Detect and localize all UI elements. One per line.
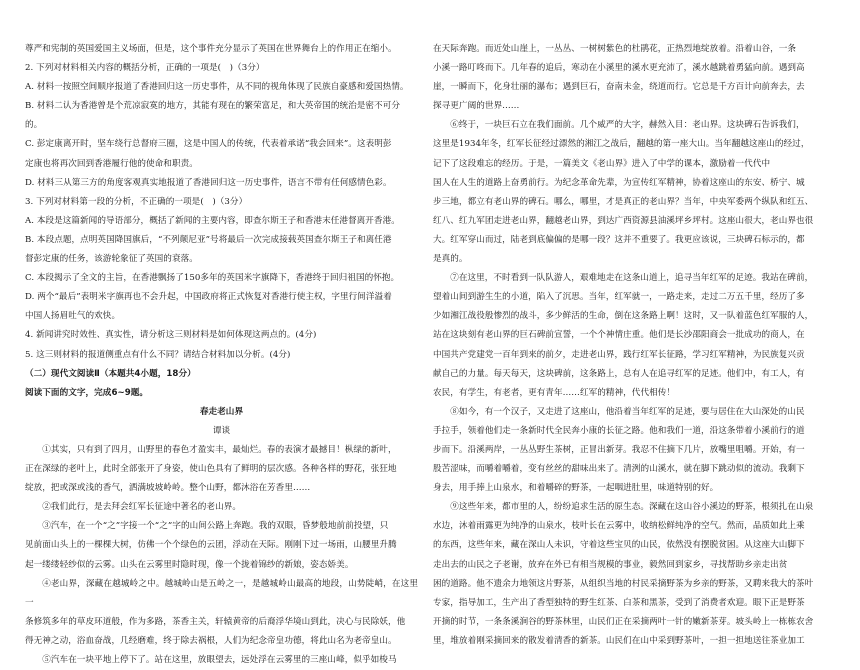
essay-line: 水边，沐着雨露更为纯净的山泉水，枝叶长在云雾中，收纳松鲜纯净的空气。然而，品质如此上乘 bbox=[433, 521, 805, 532]
essay-line: 农民，有学生，有老者，更有青年……红军的精神，代代相传！ bbox=[433, 387, 676, 398]
section-header: （二）现代文阅读Ⅱ（本题共4小题，18分） bbox=[25, 368, 196, 379]
essay-line: 望着山间到游生生的小道，陷入了沉思。当年，红军就一，一路走来，走过二万五千里，经历了多 bbox=[433, 292, 805, 303]
section-instruction: 阅读下面的文字，完成6~9题。 bbox=[25, 387, 149, 398]
essay-line: 国人在人生的道路上奋勇前行。为纪念革命先辈，为宣传红军精神，协着这座山的东安、桥宁、城 bbox=[433, 177, 805, 188]
essay-line: 献自己的力量。每天每天，这块碑前，这条路上，总有人在追寻红军的足迹。他们中，有工人，有 bbox=[433, 368, 805, 379]
essay-line: ⑨这些年来，都市里的人，纷纷追求生活的原生态。深藏在这山谷小溪边的野茶，根须扎在山泉 bbox=[450, 502, 814, 513]
essay-line: 中国共产党建党一百年到来的前夕，走进老山界，践行红军长征路，学习红军精神，为民族复兴贡 bbox=[433, 349, 805, 360]
question-2-option-b: B. 材料二认为香港曾是个荒凉寂寞的地方，其能有现在的繁荣富足，和大英帝国的统治是密不可分 bbox=[25, 101, 400, 112]
question-3-stem: 3. 下列对材料第一段的分析，不正确的一项是( )（3分） bbox=[25, 196, 248, 207]
essay-body bbox=[25, 441, 418, 670]
essay-line: ⑦在这里，不时看到一队队游人，艰难地走在这条山道上，追寻当年红军的足迹。我站在碑前， bbox=[450, 273, 814, 284]
question-2-option-a: A. 材料一按照空间顺序报道了香港回归这一历史事件，从不同的视角体现了民族自豪感和爱国热情。 bbox=[25, 82, 409, 93]
essay-line: 这里是1934年冬，红军长征经过漂然的湘江之战后，翻越的第一座大山。当年翻越这座山的经过， bbox=[433, 139, 810, 150]
essay-line: ⑥终于，一块巨石立在我们面前。几个威严的大字，赫然入目：老山界。这块碑石告诉我们， bbox=[450, 120, 805, 131]
question-3-option-d-cont: 中国人扬眉吐气的欢快。 bbox=[25, 311, 121, 322]
essay-line: 小溪一路叮咚而下。几年春的追后，寒动在小溪里的溪水更充沛了，溪水越跳着勇猛向前。遇到高 bbox=[433, 63, 805, 74]
essay-line: 的东西，这些年来，藏在深山人未识，守着这些宝贝的山民，依然没有摆脱贫困。从这座大山脚下 bbox=[433, 540, 805, 551]
essay-line: 专家，指导加工，生产出了香型独特的野生红茶、白茶和黑茶，受到了消费者欢迎。眼下正是野茶 bbox=[433, 597, 805, 608]
essay-line: 绽放，把或深或浅的香气，洒满坡坡岭岭。整个山野，都沐浴在芳香里…… bbox=[25, 483, 311, 494]
question-3-option-b-cont: 督彭定康的任务，该游轮象征了英国的衰落。 bbox=[25, 254, 198, 265]
left-column bbox=[25, 40, 418, 670]
question-2-option-d: D. 材料三从第三方的角度客观真实地报道了香港回归这一历史事件，语言不带有任何感情色彩。 bbox=[25, 177, 392, 188]
question-3-option-a: A. 本段是这篇新闻的导语部分，概括了新闻的主要内容，即查尔斯王子和香港末任港督离开香港。 bbox=[25, 215, 400, 226]
essay-line: ②我们此行，是去拜会红军长征途中著名的老山界。 bbox=[42, 502, 241, 513]
essay-author: 谭谈 bbox=[212, 425, 231, 436]
essay-line: ①其实，只有到了四月，山野里的春色才盈实丰，最灿烂。春的表演才最撼目！枞绿的新叶， bbox=[42, 444, 397, 455]
essay-line: 站在这块刻有老山界的巨石碑前宣誓，一个个神情庄重。他们是长沙邵阳商会一批成功的商人，在 bbox=[433, 330, 805, 341]
essay-line: 步三地，都立有老山界的碑石。哪么，哪里，才是真正的老山界？当年，中央军委两个纵队和红五、 bbox=[433, 196, 814, 207]
essay-line: 红八、红九军团走进老山界，翻越老山界，到达广西资源县油溪坪乡坪村。这座山很大，老山界也很 bbox=[433, 215, 814, 226]
essay-line: 记下了这段难忘的经历。于是，一篇美文《老山界》进入了中学的课本，激励着一代代中 bbox=[433, 158, 771, 169]
essay-line: 开摘的时节，一条条溪涧谷的野茶林里，山民们正在采摘两叶一针的嫩新茶芽。坡头岭上一栋栋农舍 bbox=[433, 616, 814, 627]
essay-line: 少如湘江战役般惨烈的战斗，多少鲜活的生命，倒在这条路上啊！这时，又一队着蓝色红军服的人， bbox=[433, 311, 814, 322]
q-line: 尊严和宪制的英国爱国主义场面，但是，这个事件充分显示了英国在世界舞台上的作用正在缩小。 bbox=[25, 44, 397, 54]
essay-line: 在天际奔跑。而近处山崖上，一丛丛、一树树紫色的杜鹃花，正热烈地绽放着。沿着山谷，一条 bbox=[433, 44, 797, 54]
question-2-stem: 2. 下列对材料相关内容的概括分析，正确的一项是( )（3分） bbox=[25, 63, 265, 74]
essay-line: 崖，一瞬而下，化身壮丽的瀑布；遇到巨石，奋南未金，绕道而行。它总是千方百计向前奔去，去 bbox=[433, 82, 805, 93]
essay-title: 春走老山界 bbox=[199, 406, 244, 417]
question-3-option-d: D. 两个“最后”表明米字旗再也不会升起，中国政府将正式恢复对香港行使主权，字里行间洋溢着 bbox=[25, 292, 392, 303]
essay-line: ⑤汽车在一块平地上停下了。站在这里，放眼望去，远处浮在云雾里的三座山峰，似乎如梭马 bbox=[42, 655, 397, 665]
essay-line: 股苦涩味，而嚼着嚼着，变有丝丝的甜味出来了。清洌的山溪水，就在脚下跳动似的流动。我剩下 bbox=[433, 464, 805, 475]
essay-line: 是真的。 bbox=[433, 254, 468, 265]
question-3-option-c: C. 本段揭示了全文的主旨，在香港飘扬了150多年的英国米字旗降下，香港终于回归祖国的怀抱。 bbox=[25, 273, 400, 284]
question-5: 5. 这三则材料的报道侧重点有什么不同？请结合材料加以分析。(4分) bbox=[25, 349, 291, 360]
essay-line: 里，堆放着刚采摘回来的散发着清香的新茶。山民们在山中采到野茶叶，一担一担地送往茶业加工 bbox=[433, 635, 805, 646]
question-3-option-b: B. 本段点题，点明英国降国旗后，“不列颠尼亚”号将最后一次完成接载英国查尔斯王子和离任港 bbox=[25, 234, 392, 245]
essay-line: 正在深绿的老叶上，此时全部张开了身姿，使山色具有了鲜明的层次感。各种各样的野花，张狂地 bbox=[25, 464, 397, 475]
essay-line: 起一缕缕轻纱似的云雾。山头在云雾里时隐时现，像一个拢着锦纱的新娘，姿态娇美。 bbox=[25, 559, 354, 570]
essay-line: 探寻更广阔的世界…… bbox=[433, 101, 520, 112]
question-2-option-b-cont: 的。 bbox=[25, 120, 43, 131]
essay-line: 大。红军穿山而过，陆老到底偏偏的是哪一段？这并不重要了。我更应该说，三块碑石标示的，都 bbox=[433, 234, 805, 245]
essay-line: 得无神之动，浴血奋战，几经磨难，终于除去祸根，人们为纪念帝皇功德，将此山名为老帝皇山。 bbox=[25, 635, 397, 646]
essay-line: 困的道路。他不遗余力地领这片野茶，从组织当地的村民采摘野茶为乡亲的野茶，又聘来我大的茶叶 bbox=[433, 578, 814, 589]
essay-line: 见前面山头上的一棵棵大树，仿佛一个个绿色的云团，浮动在天际。刚刚下过一场雨，山腰里升腾 bbox=[25, 540, 397, 551]
essay-line: 身去，用手捧上山泉水，和着嚼碎的野茶，一起咽进肚里，味道特别的好。 bbox=[433, 483, 719, 494]
essay-line: 条修筑多年的草皮环道般，作为多路，茶香主关，轩辕黄帝的后裔浮华境山到此，决心与民除妖，他 bbox=[25, 616, 406, 627]
essay-line: ④老山界，深藏在越城岭之中。越城岭山是五岭之一，是越城岭山最高的地段，山势陡峭，在这里一 bbox=[25, 578, 418, 608]
question-2-option-c: C. 彭定康离开时，坚车绕行总督府三圈，这是中国人的传统，代表着承诺“我会回来”。这表明彭 bbox=[25, 139, 392, 150]
essay-line: ③汽车，在一个“之”字接一个“之”字的山间公路上奔跑。我的双眼，昏梦般地前前投望，只 bbox=[42, 521, 389, 532]
question-2-option-c-cont: 定康也将再次回到香港履行他的使命和职责。 bbox=[25, 158, 198, 169]
essay-line: 走出去的山民之子老谢，放弃在外已有相当规模的事业，毅然回到家乡，寻找帮助乡亲走出贫 bbox=[433, 559, 788, 570]
essay-line: 手拉手，领着他们走一条新时代全民奔小康的长征之路。他和我们一道，沿这条带着小溪前行的道 bbox=[433, 425, 805, 436]
essay-line: ⑧如今，有一个汉子，又走进了这座山，他沿着当年红军的足迹，要与居住在大山深处的山民 bbox=[450, 406, 805, 417]
essay-line: 步而下。沿溪两岸，一丛丛野生茶树，正冒出新芽。我忍不住摘下几片，放嘴里咀嚼。开始，有一 bbox=[433, 444, 805, 455]
right-column bbox=[433, 40, 826, 651]
question-4: 4. 新闻讲究时效性、真实性，请分析这三则材料是如何体现这两点的。(4分) bbox=[25, 330, 317, 341]
